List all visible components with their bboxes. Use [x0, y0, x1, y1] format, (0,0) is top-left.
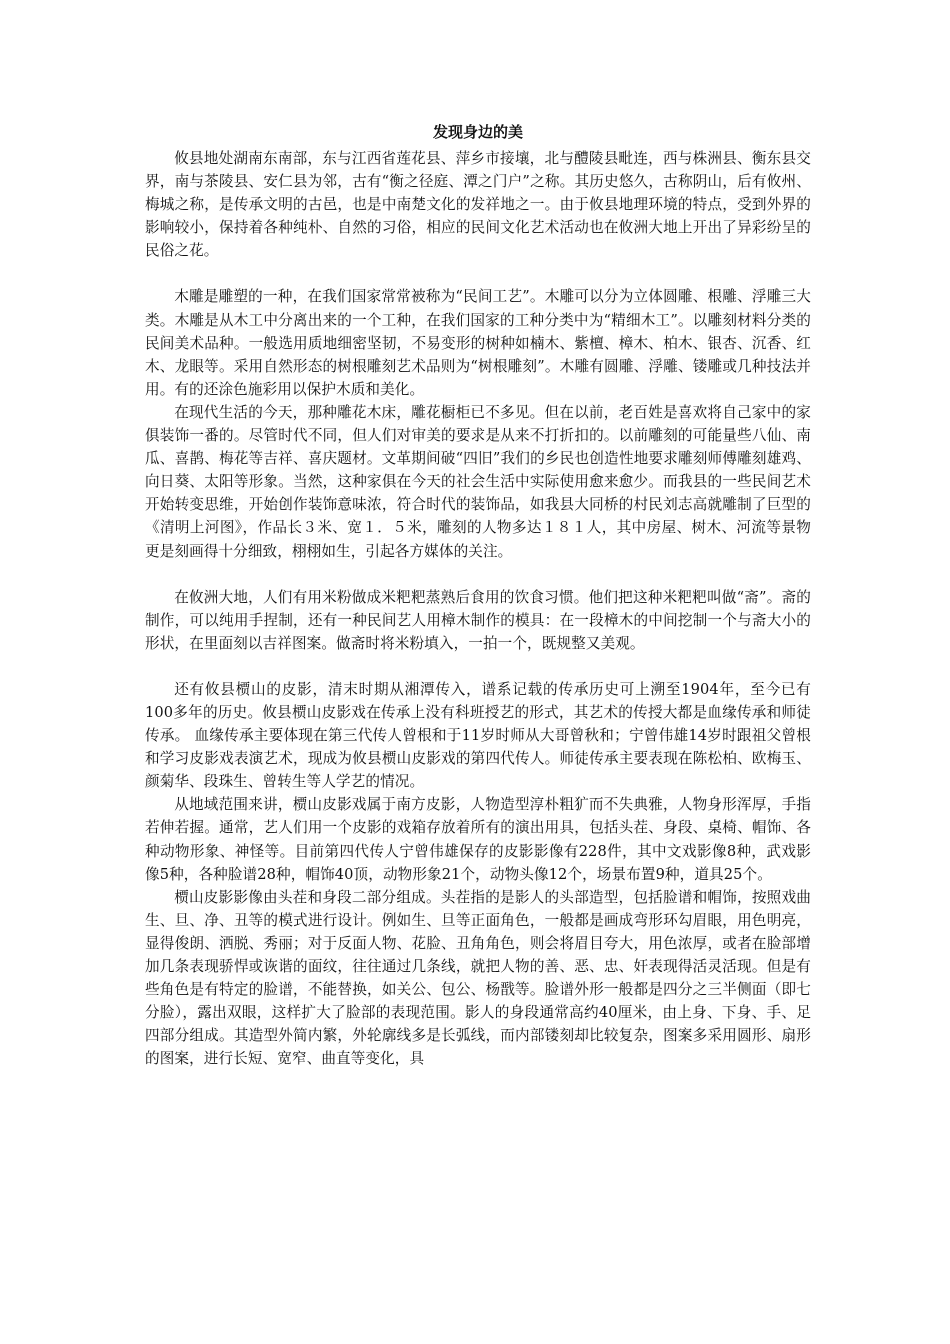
paragraph-rice-cake: 在攸洲大地，人们有用米粉做成米粑粑蒸熟后食用的饮食习惯。他们把这种米粑粑叫做“斋”。斋的制作，可以纯用手捏制，还有一种民间艺人用樟木制作的模具：在一段樟木的中间挖制一个与斋大小的形状，在里面刻以吉祥图案。做斋时将米粉填入，一拍一个，既规整又美观。: [145, 588, 811, 652]
paragraph-shadow-play-figures: 槚山皮影影像由头茬和身段二部分组成。头茬指的是影人的头部造型，包括脸谱和帽饰，按照戏曲生、旦、净、丑等的模式进行设计。例如生、旦等正面角色，一般都是画成弯形环勾眉眼，用色明亮，显得俊朗、洒脱、秀丽；对于反面人物、花脸、丑角角色，则会将眉目夸大，用色浓厚，或者在脸部增加几条表现骄悍或诙谐的面纹，往往通过几条线，就把人物的善、恶、忠、奸表现得活灵活现。但是有些角色是有特定的脸谱，不能替换，如关公、包公、杨戬等。脸谱外形一般都是四分之三半侧面（即七分脸），露出双眼，这样扩大了脸部的表现范围。影人的身段通常高约40厘米，由上身、下身、手、足四部分组成。其造型外简内繁，外轮廓线多是长弧线，而内部镂刻却比较复杂，图案多采用圆形、扇形的图案，进行长短、宽窄、曲直等变化，具: [145, 888, 811, 1068]
paragraph-woodcarving-modern: 在现代生活的今天，那种雕花木床，雕花橱柜已不多见。但在以前，老百姓是喜欢将自己家中的家俱装饰一番的。尽管时代不同，但人们对审美的要求是从来不打折扣的。以前雕刻的可能量些八仙、南瓜、喜鹊、梅花等吉祥、喜庆题材。文革期间破“四旧”我们的乡民也创造性地要求雕刻师傅雕刻雄鸡、向日葵、太阳等形象。当然，这种家俱在今天的社会生活中实际使用愈来愈少。而我县的一些民间艺术开始转变思维，开始创作装饰意味浓，符合时代的装饰品，如我县大同桥的村民刘志高就雕制了巨型的《清明上河图》，作品长３米、宽１．５米，雕刻的人物多达１８１人，其中房屋、树木、河流等景物更是刻画得十分细致，栩栩如生，引起各方媒体的关注。: [145, 403, 811, 560]
paragraph-shadow-play-region: 从地域范围来讲，槚山皮影戏属于南方皮影，人物造型淳朴粗犷而不失典雅，人物身形浑厚，手指若伸若握。通常，艺人们用一个皮影的戏箱存放着所有的演出用具，包括头茬、身段、桌椅、帽饰、各种动物形象、神怪等。目前第四代传人宁曾伟雄保存的皮影影像有228件，其中文戏影像8种，武戏影像5种，各种脸谱28种，帽饰40顶，动物形象21个，动物头像12个，场景布置9种，道具25个。: [145, 796, 811, 883]
paragraph-spacer: [145, 655, 811, 678]
paragraph-spacer: [145, 262, 811, 285]
paragraph-shadow-play-history: 还有攸县槚山的皮影，清末时期从湘潭传入，谱系记载的传承历史可上溯至1904年，至今已有100多年的历史。攸县槚山皮影戏在传承上没有科班授艺的形式，其艺术的传授大都是血缘传承和师徒传承。 血缘传承主要体现在第三代传人曾根和于11岁时师从大哥曾秋和；宁曾伟雄14岁时跟祖父曾根和学习皮影戏表演艺术，现成为攸县槚山皮影戏的第四代传人。师徒传承主要表现在陈松柏、欧梅玉、颜菊华、段珠生、曾转生等人学艺的情况。: [145, 680, 811, 791]
paragraph-intro: 攸县地处湖南东南部，东与江西省莲花县、萍乡市接壤，北与醴陵县毗连，西与株洲县、衡东县交界，南与茶陵县、安仁县为邻，古有“衡之径庭、潭之门户”之称。其历史悠久，古称阴山，后有攸州、梅城之称，是传承文明的古邑，也是中南楚文化的发祥地之一。由于攸县地理环境的特点，受到外界的影响较小，保持着各种纯朴、自然的习俗，相应的民间文化艺术活动也在攸洲大地上开出了异彩纷呈的民俗之花。: [145, 150, 811, 260]
paragraph-spacer: [145, 563, 811, 586]
document-page: [145, 120, 811, 1070]
paragraph-woodcarving: 木雕是雕塑的一种，在我们国家常常被称为“民间工艺”。木雕可以分为立体圆雕、根雕、浮雕三大类。木雕是从木工中分离出来的一个工种，在我们国家的工种分类中为“精细木工”。以雕刻材料分类的民间美术品种。一般选用质地细密坚韧，不易变形的树种如楠木、紫檀、樟木、柏木、银杏、沉香、红木、龙眼等。采用自然形态的树根雕刻艺术品则为“树根雕刻”。木雕有圆雕、浮雕、镂雕或几种技法并用。有的还涂色施彩用以保护木质和美化。: [145, 288, 811, 398]
document-title: 发现身边的美: [432, 123, 523, 141]
